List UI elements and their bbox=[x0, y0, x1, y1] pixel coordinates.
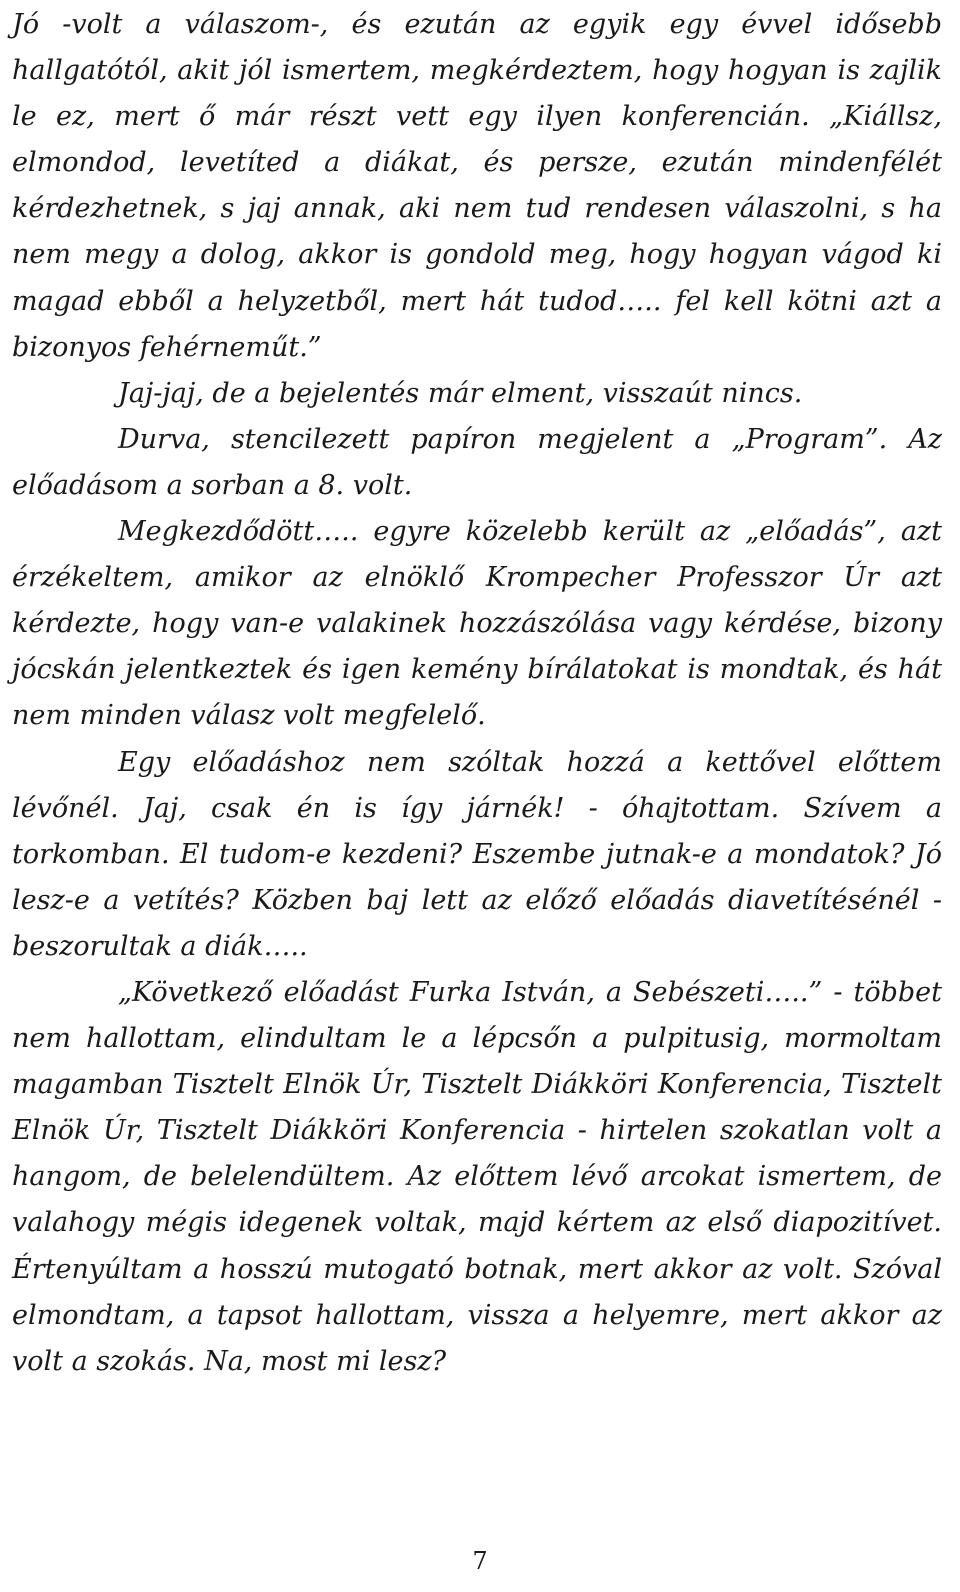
paragraph-6: „Következő előadást Furka István, a Sebészeti…..” - többet nem hallottam, elindultam le a lépcsőn a pulpitusig, mormoltam magamban Tisztelt Elnök Úr, Tisztelt Diákköri Konferencia, Tisztelt Elnök Úr, Tisztelt Diákköri Konferencia - hirtelen szokatlan volt a hangom, de belelendültem. Az előttem lévő arcokat ismertem, de valahogy mégis idegenek voltak, majd kértem az első diapozitívet. Értenyúltam a hosszú mutogató botnak, mert akkor az volt. Szóval elmondtam, a tapsot hallottam, vissza a helyemre, mert akkor az volt a szokás. Na, most mi lesz? bbox=[12, 976, 942, 1377]
page-body bbox=[12, 2, 942, 1385]
page-number: 7 bbox=[472, 1547, 488, 1575]
paragraph-1: Jó -volt a válaszom-, és ezután az egyik egy évvel idősebb hallgatótól, akit jól ismertem, megkérdeztem, hogy hogyan is zajlik le ez, mert ő már részt vett egy ilyen konferencián. „Kiállsz, elmondod, levetíted a diákat, és persze, ezután mindenfélét kérdezhetnek, s jaj annak, aki nem tud rendesen válaszolni, s ha nem megy a dolog, akkor is gondold meg, hogy hogyan vágod ki magad ebből a helyzetből, mert hát tudod….. fel kell kötni azt a bizonyos fehérneműt.” bbox=[12, 9, 942, 363]
paragraph-4: Megkezdődött….. egyre közelebb került az „előadás”, azt érzékeltem, amikor az elnöklő Krompecher Professzor Úr azt kérdezte, hogy van-e valakinek hozzászólása vagy kérdése, bizony jócskán jelentkeztek és igen kemény bírálatokat is mondtak, és hát nem minden válasz volt megfelelő. bbox=[12, 516, 942, 732]
paragraph-3: Durva, stencilezett papíron megjelent a „Program”. Az előadásom a sorban a 8. volt. bbox=[12, 423, 942, 501]
paragraph-5: Egy előadáshoz nem szóltak hozzá a kettővel előttem lévőnél. Jaj, csak én is így járnék! - óhajtottam. Szívem a torkomban. El tudom-e kezdeni? Eszembe jutnak-e a mondatok? Jó lesz-e a vetítés? Közben baj lett az előző előadás diavetítésénél - beszorultak a diák….. bbox=[12, 746, 942, 962]
paragraph-2: Jaj-jaj, de a bejelentés már elment, visszaút nincs. bbox=[118, 377, 803, 409]
